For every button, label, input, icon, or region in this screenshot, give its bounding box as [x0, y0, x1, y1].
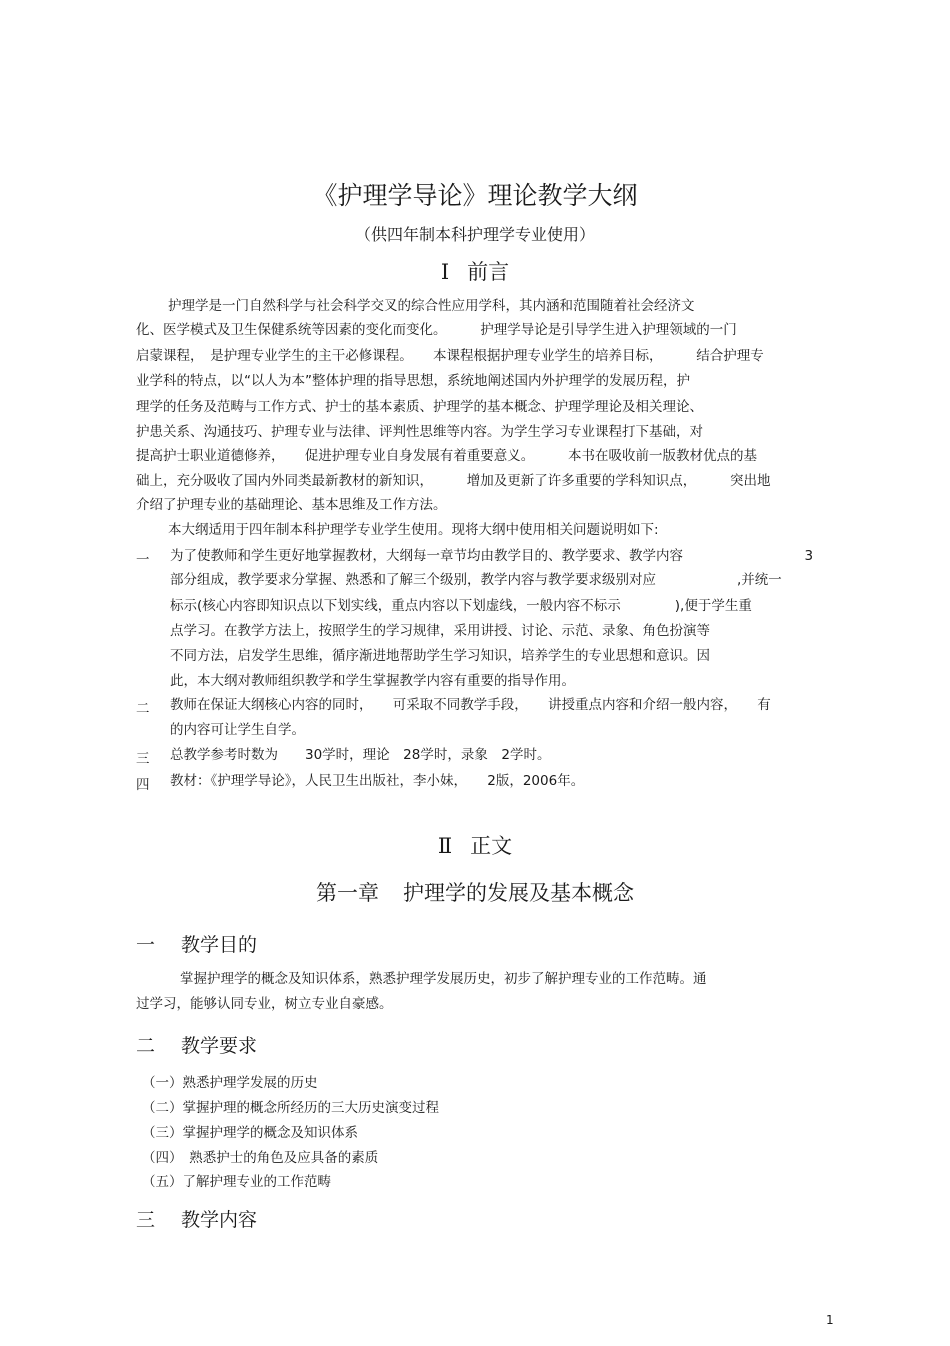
item-marker: 一: [136, 552, 150, 568]
item-line: 标示(核心内容即知识点以下划实线，重点内容以下划虚线，一般内容不标示 ),便于学生重: [170, 598, 752, 614]
preface-line: 业学科的特点，以“以人为本”整体护理的指导思想，系统地阐述国内外护理学的发展历程，护: [136, 373, 690, 389]
item-line: 此，本大纲对教师组织教学和学生掌握教学内容有重要的指导作用。: [170, 673, 575, 689]
purpose-line: 过学习，能够认同专业，树立专业自豪感。: [136, 996, 393, 1012]
item-line: 教师在保证大纲核心内容的同时， 可采取不同教学手段， 讲授重点内容和介绍一般内容， 有: [170, 697, 771, 713]
section-body-number: Ⅱ: [437, 834, 453, 858]
section-body-heading: [0, 830, 950, 860]
item-marker: 二: [136, 701, 150, 717]
chapter-number: 第一章: [316, 881, 379, 905]
section-body-label: 正文: [470, 834, 513, 858]
chapter-title: 护理学的发展及基本概念: [403, 881, 634, 905]
item-line: 点学习。在教学方法上，按照学生的学习规律，采用讲授、讨论、示范、录象、角色扮演等: [170, 623, 710, 639]
item-line: 为了使教师和学生更好地掌握教材，大纲每一章节均由教学目的、教学要求、教学内容 3: [170, 548, 814, 564]
purpose-label: 教学目的: [181, 934, 258, 956]
requirement-item: （五）了解护理专业的工作范畴: [142, 1174, 331, 1190]
item-line: 总教学参考时数为 30学时，理论 28学时，录象 2学时。: [170, 747, 551, 763]
document-title: 《护理学导论》理论教学大纲: [312, 181, 638, 210]
requirements-label: 教学要求: [181, 1035, 258, 1057]
item-line: 不同方法，启发学生思维，循序渐进地帮助学生学习知识，培养学生的专业思想和意识。因: [170, 648, 710, 664]
document-subtitle: （供四年制本科护理学专业使用）: [354, 225, 595, 244]
usage-statement: 本大纲适用于四年制本科护理学专业学生使用。现将大纲中使用相关问题说明如下:: [168, 522, 659, 538]
item-line: 教材：《护理学导论》，人民卫生出版社，李小妹， 2版，2006年。: [170, 773, 585, 789]
content-heading: [136, 1205, 257, 1232]
item-line: 部分组成，教学要求分掌握、熟悉和了解三个级别，教学内容与教学要求级别对应 ,并统一: [170, 572, 782, 588]
preface-line: 护患关系、沟通技巧、护理专业与法律、评判性思维等内容。为学生学习专业课程打下基础，对: [136, 424, 703, 440]
preface-line: 础上，充分吸收了国内外同类最新教材的新知识， 增加及更新了许多重要的学科知识点， 突出地: [136, 473, 771, 489]
purpose-number: 一: [136, 934, 156, 956]
section-preface-label: 前言: [467, 260, 510, 284]
chapter-heading: [0, 877, 950, 907]
preface-line: 启蒙课程， 是护理专业学生的主干必修课程。 本课程根据护理专业学生的培养目标， 结合护理专: [136, 348, 764, 364]
item-line: 的内容可让学生自学。: [170, 722, 305, 738]
requirement-item: （二）掌握护理的概念所经历的三大历史演变过程: [142, 1100, 439, 1116]
content-number: 三: [136, 1209, 156, 1231]
requirements-number: 二: [136, 1035, 156, 1057]
requirement-item: （一）熟悉护理学发展的历史: [142, 1075, 318, 1091]
preface-line: 护理学是一门自然科学与社会科学交叉的综合性应用学科，其内涵和范围随着社会经济文: [168, 298, 695, 314]
preface-line: 化、医学模式及卫生保健系统等因素的变化而变化。 护理学导论是引导学生进入护理领域的一门: [136, 322, 737, 338]
requirement-item: （四） 熟悉护士的角色及应具备的素质: [142, 1150, 379, 1166]
item-marker: 四: [136, 777, 150, 793]
section-preface-number: Ⅰ: [440, 260, 450, 284]
item-marker: 三: [136, 751, 150, 767]
section-preface-heading: [0, 256, 950, 286]
preface-line: 提高护士职业道德修养， 促进护理专业自身发展有着重要意义。 本书在吸收前一版教材优点的基: [136, 448, 757, 464]
preface-line: 理学的任务及范畴与工作方式、护士的基本素质、护理学的基本概念、护理学理论及相关理论、: [136, 399, 703, 415]
purpose-heading: [136, 930, 257, 957]
purpose-line: 掌握护理学的概念及知识体系，熟悉护理学发展历史，初步了解护理专业的工作范畴。通: [180, 971, 707, 987]
page-number: 1: [826, 1313, 834, 1327]
requirement-item: （三）掌握护理学的概念及知识体系: [142, 1125, 358, 1141]
requirements-heading: [136, 1031, 257, 1058]
content-label: 教学内容: [181, 1209, 258, 1231]
preface-line: 介绍了护理专业的基础理论、基本思维及工作方法。: [136, 497, 447, 513]
